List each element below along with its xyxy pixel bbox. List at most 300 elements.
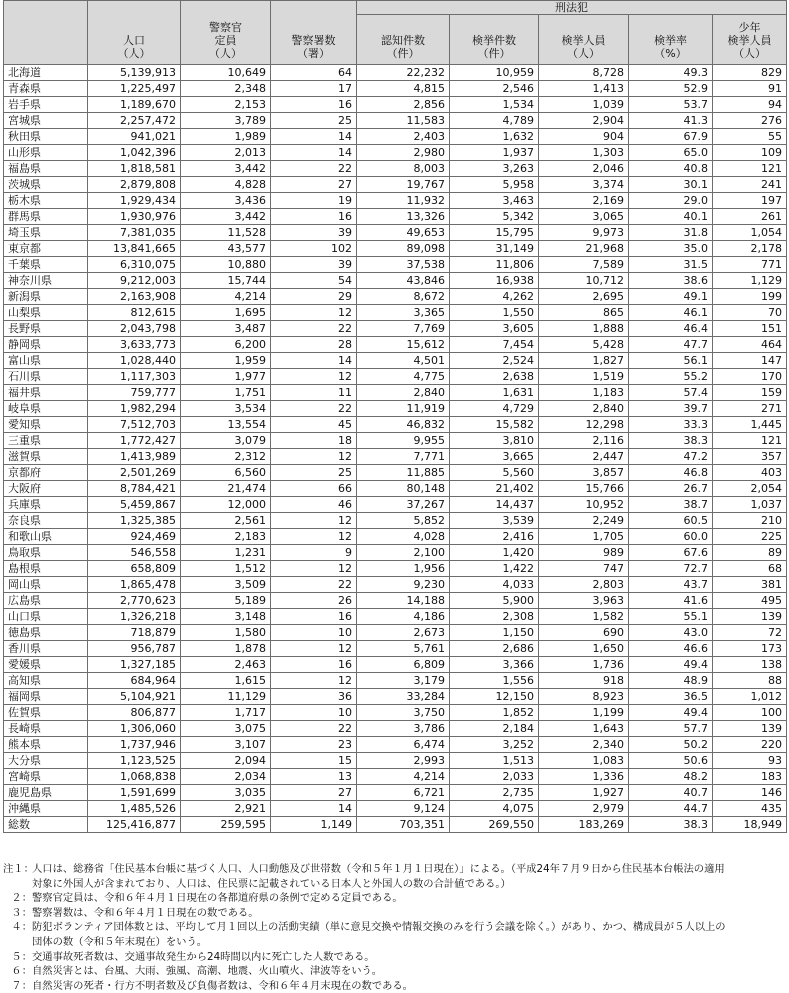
cell-arrested: 1,303 <box>539 145 629 161</box>
cell-juvenile: 1,445 <box>713 417 787 433</box>
cell-recognized: 2,980 <box>357 145 450 161</box>
header-cleared: 検挙件数 （件） <box>450 15 539 65</box>
prefecture-name: 大分県 <box>4 753 88 769</box>
cell-cleared: 1,631 <box>450 385 539 401</box>
cell-juvenile: 72 <box>713 625 787 641</box>
table-header <box>4 1 787 65</box>
cell-stations: 39 <box>271 257 357 273</box>
cell-arrested: 3,065 <box>539 209 629 225</box>
cell-stations: 36 <box>271 689 357 705</box>
footnote-text <box>32 891 786 906</box>
cell-arrested: 1,643 <box>539 721 629 737</box>
header-juvenile: 少年 検挙人員 （人） <box>713 15 787 65</box>
cell-population: 1,042,396 <box>88 145 181 161</box>
cell-recognized: 49,653 <box>357 225 450 241</box>
cell-officers: 1,878 <box>181 641 271 657</box>
cell-rate: 30.1 <box>629 177 713 193</box>
prefecture-name: 山梨県 <box>4 305 88 321</box>
cell-population: 1,117,303 <box>88 369 181 385</box>
cell-cleared: 1,420 <box>450 545 539 561</box>
cell-recognized: 4,501 <box>357 353 450 369</box>
cell-arrested: 1,582 <box>539 609 629 625</box>
cell-arrested: 2,840 <box>539 401 629 417</box>
cell-rate: 38.7 <box>629 497 713 513</box>
prefecture-name: 京都府 <box>4 465 88 481</box>
cell-cleared: 7,454 <box>450 337 539 353</box>
footnote <box>3 920 786 949</box>
cell-officers: 4,214 <box>181 289 271 305</box>
cell-rate: 47.7 <box>629 337 713 353</box>
cell-population: 941,021 <box>88 129 181 145</box>
cell-recognized: 7,769 <box>357 321 450 337</box>
cell-cleared: 12,150 <box>450 689 539 705</box>
cell-cleared: 2,638 <box>450 369 539 385</box>
header-officers: 警察官 定員 （人） <box>181 1 271 65</box>
table-row <box>4 545 787 561</box>
cell-officers: 2,921 <box>181 801 271 817</box>
prefecture-name: 大阪府 <box>4 481 88 497</box>
cell-stations: 11 <box>271 385 357 401</box>
cell-recognized: 11,919 <box>357 401 450 417</box>
cell-rate: 48.2 <box>629 769 713 785</box>
cell-officers: 1,751 <box>181 385 271 401</box>
cell-stations: 22 <box>271 721 357 737</box>
cell-officers: 2,034 <box>181 769 271 785</box>
cell-officers: 11,129 <box>181 689 271 705</box>
cell-juvenile: 220 <box>713 737 787 753</box>
cell-population: 658,809 <box>88 561 181 577</box>
cell-juvenile: 91 <box>713 81 787 97</box>
cell-population: 5,104,921 <box>88 689 181 705</box>
header-stations: 警察署数 （署） <box>271 1 357 65</box>
cell-officers: 2,013 <box>181 145 271 161</box>
cell-arrested: 1,736 <box>539 657 629 673</box>
cell-stations: 102 <box>271 241 357 257</box>
cell-recognized: 14,188 <box>357 593 450 609</box>
cell-recognized: 2,856 <box>357 97 450 113</box>
table-row <box>4 769 787 785</box>
table-row <box>4 801 787 817</box>
footnote <box>3 964 786 979</box>
cell-population: 13,841,665 <box>88 241 181 257</box>
cell-stations: 12 <box>271 673 357 689</box>
footnote-text <box>32 920 786 949</box>
cell-juvenile: 1,054 <box>713 225 787 241</box>
table-row <box>4 593 787 609</box>
cell-stations: 19 <box>271 193 357 209</box>
cell-juvenile: 2,054 <box>713 481 787 497</box>
cell-juvenile: 464 <box>713 337 787 353</box>
footnote-line: 警察署数は、令和６年４月１日現在の数である。 <box>32 906 259 919</box>
cell-stations: 64 <box>271 65 357 81</box>
cell-recognized: 80,148 <box>357 481 450 497</box>
cell-arrested: 10,952 <box>539 497 629 513</box>
cell-arrested: 690 <box>539 625 629 641</box>
cell-stations: 16 <box>271 97 357 113</box>
cell-rate: 38.3 <box>629 433 713 449</box>
cell-rate: 49.1 <box>629 289 713 305</box>
cell-cleared: 5,958 <box>450 177 539 193</box>
table-row <box>4 721 787 737</box>
footnote <box>3 862 786 891</box>
footnotes <box>3 862 786 993</box>
cell-cleared: 3,463 <box>450 193 539 209</box>
cell-cleared: 2,524 <box>450 353 539 369</box>
cell-population: 956,787 <box>88 641 181 657</box>
table-row <box>4 641 787 657</box>
cell-stations: 27 <box>271 177 357 193</box>
cell-officers: 3,789 <box>181 113 271 129</box>
cell-officers: 10,880 <box>181 257 271 273</box>
prefecture-name: 秋田県 <box>4 129 88 145</box>
cell-arrested: 2,447 <box>539 449 629 465</box>
cell-stations: 39 <box>271 225 357 241</box>
prefecture-name: 石川県 <box>4 369 88 385</box>
cell-officers: 3,487 <box>181 321 271 337</box>
cell-officers: 259,595 <box>181 817 271 833</box>
cell-officers: 1,615 <box>181 673 271 689</box>
cell-juvenile: 146 <box>713 785 787 801</box>
cell-stations: 14 <box>271 801 357 817</box>
cell-recognized: 33,284 <box>357 689 450 705</box>
cell-stations: 12 <box>271 561 357 577</box>
cell-recognized: 4,186 <box>357 609 450 625</box>
cell-stations: 23 <box>271 737 357 753</box>
footnote-mark: ５： <box>11 950 32 963</box>
cell-recognized: 4,815 <box>357 81 450 97</box>
footnote <box>3 891 786 906</box>
cell-rate: 39.7 <box>629 401 713 417</box>
header-arrested: 検挙人員 （人） <box>539 15 629 65</box>
prefecture-name: 岩手県 <box>4 97 88 113</box>
cell-population: 1,068,838 <box>88 769 181 785</box>
cell-rate: 46.4 <box>629 321 713 337</box>
table-row <box>4 161 787 177</box>
prefecture-name: 愛媛県 <box>4 657 88 673</box>
prefecture-name: 総数 <box>4 817 88 833</box>
cell-juvenile: 241 <box>713 177 787 193</box>
cell-stations: 22 <box>271 321 357 337</box>
cell-recognized: 6,721 <box>357 785 450 801</box>
total-row <box>4 817 787 833</box>
cell-rate: 41.6 <box>629 593 713 609</box>
cell-officers: 3,075 <box>181 721 271 737</box>
cell-stations: 12 <box>271 641 357 657</box>
cell-cleared: 3,605 <box>450 321 539 337</box>
cell-juvenile: 138 <box>713 657 787 673</box>
cell-juvenile: 271 <box>713 401 787 417</box>
cell-recognized: 3,365 <box>357 305 450 321</box>
prefecture-name: 福井県 <box>4 385 88 401</box>
table-row <box>4 209 787 225</box>
cell-cleared: 3,366 <box>450 657 539 673</box>
cell-rate: 46.1 <box>629 305 713 321</box>
cell-stations: 26 <box>271 593 357 609</box>
cell-officers: 3,442 <box>181 161 271 177</box>
cell-recognized: 9,230 <box>357 577 450 593</box>
cell-juvenile: 139 <box>713 721 787 737</box>
cell-cleared: 1,556 <box>450 673 539 689</box>
cell-juvenile: 147 <box>713 353 787 369</box>
cell-juvenile: 93 <box>713 753 787 769</box>
cell-population: 7,381,035 <box>88 225 181 241</box>
cell-officers: 2,094 <box>181 753 271 769</box>
table-row <box>4 385 787 401</box>
cell-arrested: 1,199 <box>539 705 629 721</box>
cell-officers: 6,560 <box>181 465 271 481</box>
footnote-text <box>32 950 786 965</box>
cell-arrested: 3,857 <box>539 465 629 481</box>
cell-stations: 13 <box>271 769 357 785</box>
footnote-line: 警察官定員は、令和６年４月１日現在の各都道府県の条例で定める定員である。 <box>32 892 403 905</box>
cell-rate: 67.9 <box>629 129 713 145</box>
prefecture-name: 長野県 <box>4 321 88 337</box>
footnote-mark: ４： <box>11 921 32 934</box>
prefecture-name: 山形県 <box>4 145 88 161</box>
cell-officers: 3,079 <box>181 433 271 449</box>
cell-population: 8,784,421 <box>88 481 181 497</box>
cell-population: 3,633,773 <box>88 337 181 353</box>
table-row <box>4 145 787 161</box>
cell-stations: 12 <box>271 513 357 529</box>
cell-population: 1,028,440 <box>88 353 181 369</box>
footnote <box>3 950 786 965</box>
table-row <box>4 193 787 209</box>
cell-recognized: 6,474 <box>357 737 450 753</box>
table-row <box>4 289 787 305</box>
table-body <box>4 65 787 833</box>
cell-officers: 3,107 <box>181 737 271 753</box>
cell-cleared: 3,665 <box>450 449 539 465</box>
table-row <box>4 257 787 273</box>
cell-cleared: 1,852 <box>450 705 539 721</box>
cell-cleared: 2,686 <box>450 641 539 657</box>
cell-officers: 6,200 <box>181 337 271 353</box>
table-row <box>4 561 787 577</box>
cell-arrested: 2,046 <box>539 161 629 177</box>
cell-population: 2,770,623 <box>88 593 181 609</box>
cell-stations: 15 <box>271 753 357 769</box>
cell-recognized: 5,761 <box>357 641 450 657</box>
table-row <box>4 321 787 337</box>
cell-officers: 2,312 <box>181 449 271 465</box>
footnote-mark: ７： <box>11 979 32 992</box>
cell-officers: 1,989 <box>181 129 271 145</box>
cell-rate: 65.0 <box>629 145 713 161</box>
cell-arrested: 1,413 <box>539 81 629 97</box>
cell-arrested: 2,979 <box>539 801 629 817</box>
prefecture-name: 山口県 <box>4 609 88 625</box>
table-row <box>4 225 787 241</box>
cell-population: 1,225,497 <box>88 81 181 97</box>
cell-juvenile: 403 <box>713 465 787 481</box>
table-row <box>4 113 787 129</box>
cell-arrested: 3,374 <box>539 177 629 193</box>
footnote-line: 対象に外国人が含まれており、人口は、住民票に記載されている日本人と外国人の数の合計値である。） <box>32 877 511 890</box>
cell-recognized: 2,403 <box>357 129 450 145</box>
cell-arrested: 989 <box>539 545 629 561</box>
cell-cleared: 11,806 <box>450 257 539 273</box>
cell-recognized: 4,028 <box>357 529 450 545</box>
cell-population: 5,459,867 <box>88 497 181 513</box>
table-row <box>4 513 787 529</box>
cell-juvenile: 18,949 <box>713 817 787 833</box>
cell-stations: 28 <box>271 337 357 353</box>
cell-recognized: 8,003 <box>357 161 450 177</box>
cell-stations: 16 <box>271 209 357 225</box>
cell-population: 1,982,294 <box>88 401 181 417</box>
prefecture-name: 熊本県 <box>4 737 88 753</box>
cell-arrested: 1,927 <box>539 785 629 801</box>
cell-juvenile: 1,012 <box>713 689 787 705</box>
cell-juvenile: 495 <box>713 593 787 609</box>
cell-officers: 2,561 <box>181 513 271 529</box>
prefecture-name: 奈良県 <box>4 513 88 529</box>
cell-arrested: 1,827 <box>539 353 629 369</box>
table-row <box>4 705 787 721</box>
footnote-text <box>32 979 786 993</box>
cell-arrested: 1,336 <box>539 769 629 785</box>
cell-recognized: 703,351 <box>357 817 450 833</box>
cell-rate: 50.2 <box>629 737 713 753</box>
footnote <box>3 906 786 921</box>
prefecture-name: 長崎県 <box>4 721 88 737</box>
cell-rate: 47.2 <box>629 449 713 465</box>
cell-population: 1,591,699 <box>88 785 181 801</box>
footnote-line: 防犯ボランティア団体数とは、平均して月１回以上の活動実績（単に意見交換や情報交換のみを行う会議を除く。）があり、かつ、構成員が５人以上の <box>32 921 726 934</box>
cell-stations: 29 <box>271 289 357 305</box>
cell-population: 1,930,976 <box>88 209 181 225</box>
cell-cleared: 269,550 <box>450 817 539 833</box>
cell-population: 1,123,525 <box>88 753 181 769</box>
cell-officers: 2,463 <box>181 657 271 673</box>
cell-arrested: 1,083 <box>539 753 629 769</box>
prefecture-name: 富山県 <box>4 353 88 369</box>
table-row <box>4 577 787 593</box>
table-row <box>4 65 787 81</box>
cell-cleared: 2,308 <box>450 609 539 625</box>
cell-rate: 38.3 <box>629 817 713 833</box>
cell-recognized: 3,750 <box>357 705 450 721</box>
cell-juvenile: 151 <box>713 321 787 337</box>
cell-juvenile: 159 <box>713 385 787 401</box>
cell-recognized: 37,538 <box>357 257 450 273</box>
cell-cleared: 1,534 <box>450 97 539 113</box>
cell-rate: 31.5 <box>629 257 713 273</box>
cell-rate: 49.4 <box>629 705 713 721</box>
cell-stations: 14 <box>271 353 357 369</box>
cell-arrested: 747 <box>539 561 629 577</box>
cell-officers: 3,442 <box>181 209 271 225</box>
cell-arrested: 2,340 <box>539 737 629 753</box>
cell-rate: 46.6 <box>629 641 713 657</box>
cell-officers: 1,717 <box>181 705 271 721</box>
cell-arrested: 1,519 <box>539 369 629 385</box>
cell-recognized: 13,326 <box>357 209 450 225</box>
cell-cleared: 1,550 <box>450 305 539 321</box>
prefecture-name: 岡山県 <box>4 577 88 593</box>
cell-cleared: 5,560 <box>450 465 539 481</box>
cell-population: 812,615 <box>88 305 181 321</box>
cell-rate: 48.9 <box>629 673 713 689</box>
cell-stations: 12 <box>271 305 357 321</box>
cell-cleared: 2,033 <box>450 769 539 785</box>
cell-cleared: 31,149 <box>450 241 539 257</box>
cell-population: 2,043,798 <box>88 321 181 337</box>
cell-population: 924,469 <box>88 529 181 545</box>
cell-juvenile: 139 <box>713 609 787 625</box>
prefecture-name: 沖縄県 <box>4 801 88 817</box>
cell-juvenile: 2,178 <box>713 241 787 257</box>
cell-cleared: 21,402 <box>450 481 539 497</box>
cell-population: 1,327,185 <box>88 657 181 673</box>
footnote-text <box>32 906 786 921</box>
cell-cleared: 4,262 <box>450 289 539 305</box>
cell-rate: 40.1 <box>629 209 713 225</box>
table-row <box>4 129 787 145</box>
cell-stations: 22 <box>271 401 357 417</box>
cell-officers: 12,000 <box>181 497 271 513</box>
cell-juvenile: 261 <box>713 209 787 225</box>
cell-juvenile: 183 <box>713 769 787 785</box>
cell-population: 684,964 <box>88 673 181 689</box>
cell-recognized: 7,771 <box>357 449 450 465</box>
cell-juvenile: 109 <box>713 145 787 161</box>
cell-juvenile: 100 <box>713 705 787 721</box>
cell-recognized: 2,840 <box>357 385 450 401</box>
table-row <box>4 657 787 673</box>
cell-juvenile: 173 <box>713 641 787 657</box>
table-row <box>4 753 787 769</box>
prefecture-name: 滋賀県 <box>4 449 88 465</box>
prefecture-name: 東京都 <box>4 241 88 257</box>
cell-officers: 43,577 <box>181 241 271 257</box>
prefecture-name: 群馬県 <box>4 209 88 225</box>
cell-cleared: 3,810 <box>450 433 539 449</box>
cell-rate: 43.0 <box>629 625 713 641</box>
table-row <box>4 737 787 753</box>
cell-arrested: 2,803 <box>539 577 629 593</box>
footnote-line: 自然災害とは、台風、大雨、強風、高潮、地震、火山噴火、津波等をいう。 <box>32 965 383 978</box>
table-row <box>4 449 787 465</box>
cell-cleared: 5,900 <box>450 593 539 609</box>
cell-population: 1,485,526 <box>88 801 181 817</box>
cell-juvenile: 1,037 <box>713 497 787 513</box>
cell-cleared: 10,959 <box>450 65 539 81</box>
cell-officers: 4,828 <box>181 177 271 193</box>
table-row <box>4 673 787 689</box>
cell-rate: 57.7 <box>629 721 713 737</box>
cell-stations: 10 <box>271 625 357 641</box>
cell-rate: 72.7 <box>629 561 713 577</box>
cell-juvenile: 276 <box>713 113 787 129</box>
cell-officers: 2,183 <box>181 529 271 545</box>
cell-population: 7,512,703 <box>88 417 181 433</box>
cell-cleared: 15,795 <box>450 225 539 241</box>
footnote <box>3 979 786 993</box>
cell-rate: 35.0 <box>629 241 713 257</box>
cell-cleared: 4,729 <box>450 401 539 417</box>
cell-arrested: 2,695 <box>539 289 629 305</box>
table-row <box>4 369 787 385</box>
cell-arrested: 3,963 <box>539 593 629 609</box>
cell-officers: 13,554 <box>181 417 271 433</box>
cell-population: 9,212,003 <box>88 273 181 289</box>
cell-rate: 33.3 <box>629 417 713 433</box>
cell-juvenile: 121 <box>713 161 787 177</box>
cell-officers: 3,534 <box>181 401 271 417</box>
cell-stations: 54 <box>271 273 357 289</box>
